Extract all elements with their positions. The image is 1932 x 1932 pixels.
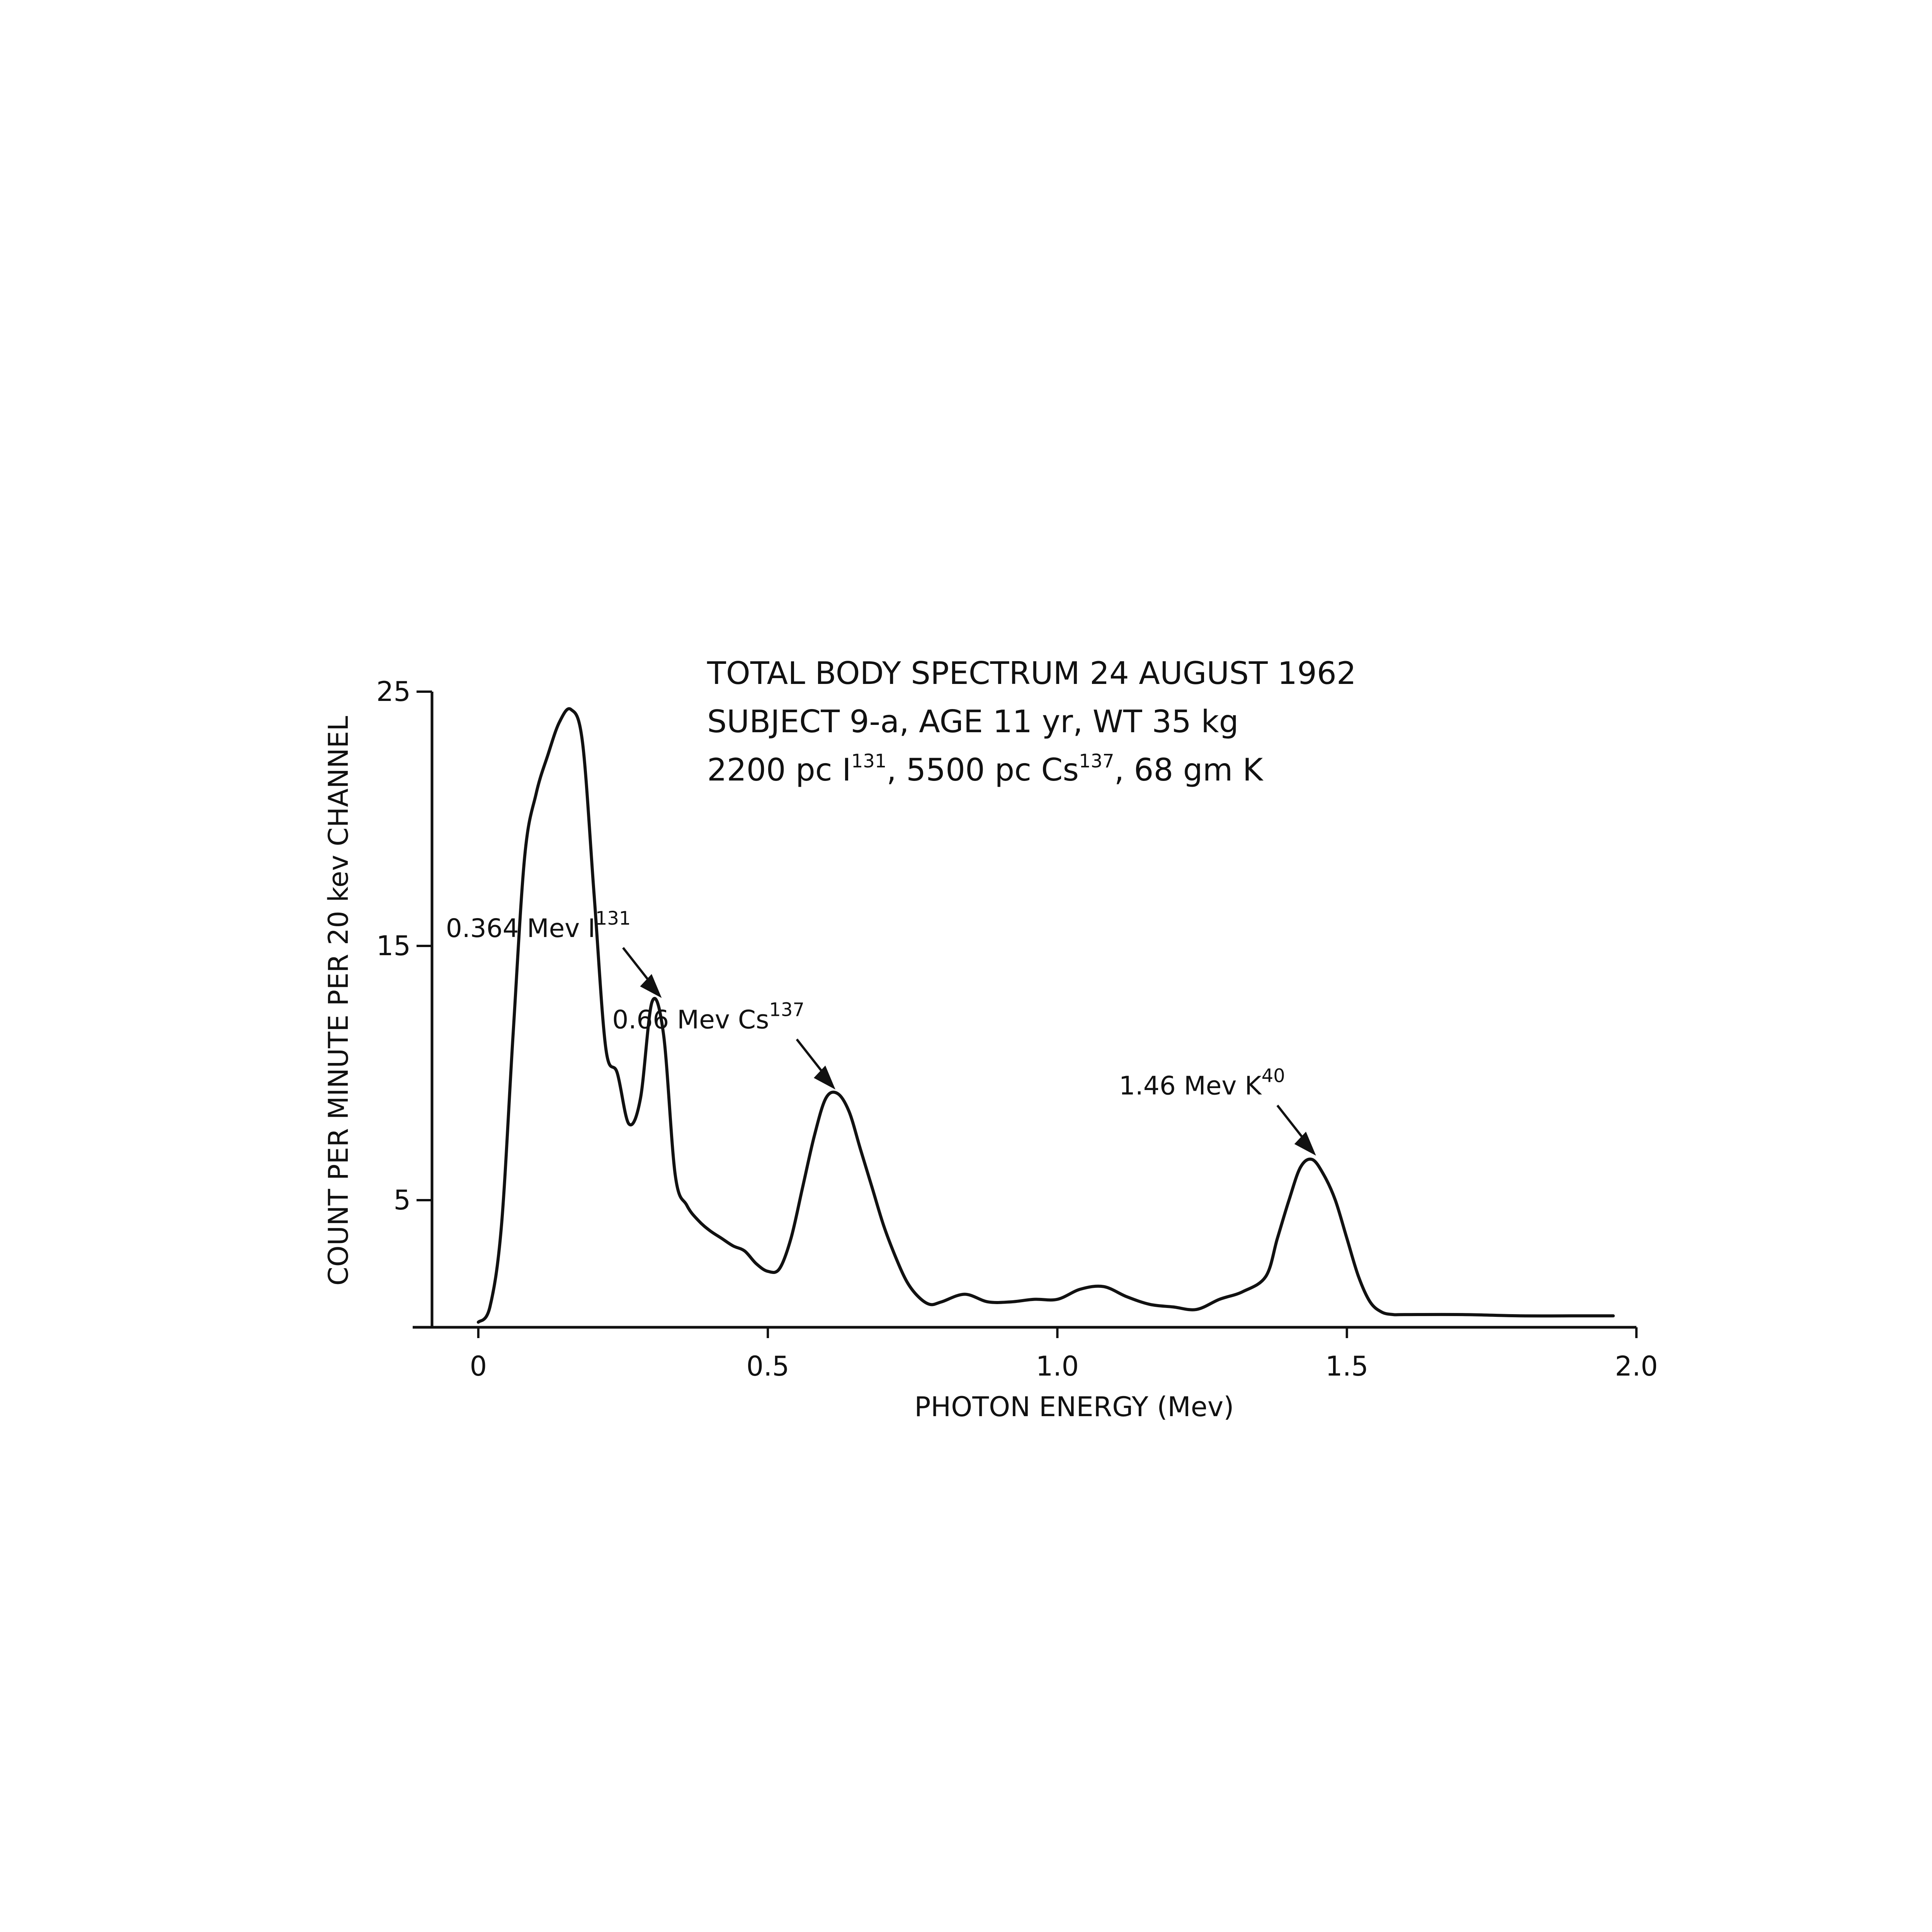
i-amount: 2200 pc I [707, 752, 851, 788]
x-tick-label: 1.0 [1036, 1350, 1079, 1382]
peak-arrow-head [1294, 1132, 1316, 1156]
x-tick-label: 2.0 [1615, 1350, 1658, 1382]
annotation-composition [707, 750, 1264, 788]
peak-markers [446, 908, 1316, 1156]
y-tick-label: 25 [376, 676, 411, 707]
peak-label: 0.66 Mev Cs$^{137}$ [612, 999, 805, 1035]
k-amount: , 68 gm K [1114, 752, 1263, 788]
peak-arrow-head [814, 1066, 835, 1090]
y-tick-label: 15 [376, 930, 411, 962]
annotation-block [707, 655, 1356, 788]
x-tick-label: 0.5 [746, 1350, 789, 1382]
annotation-subject: SUBJECT 9-a, AGE 11 yr, WT 35 kg [707, 704, 1239, 740]
x-tick-label: 1.5 [1325, 1350, 1369, 1382]
y-tick-label: 5 [393, 1184, 411, 1216]
i-mass: 131 [851, 750, 887, 772]
peak-arrow-head [640, 974, 662, 998]
peak-label: 0.364 Mev $I^{131}$ [446, 907, 631, 943]
peak-label: 1.46 Mev $K^{40}$ [1119, 1065, 1285, 1101]
x-axis-label: PHOTON ENERGY (Mev) [914, 1391, 1234, 1423]
cs-amount: , 5500 pc Cs [886, 752, 1079, 788]
y-ticks [376, 676, 432, 1216]
y-axis-label: COUNT PER MINUTE PER 20 kev CHANNEL [323, 716, 354, 1286]
annotation-title: TOTAL BODY SPECTRUM 24 AUGUST 1962 [707, 655, 1356, 691]
x-ticks [470, 1327, 1658, 1382]
cs-mass: 137 [1079, 750, 1114, 772]
x-tick-label: 0 [469, 1350, 487, 1382]
